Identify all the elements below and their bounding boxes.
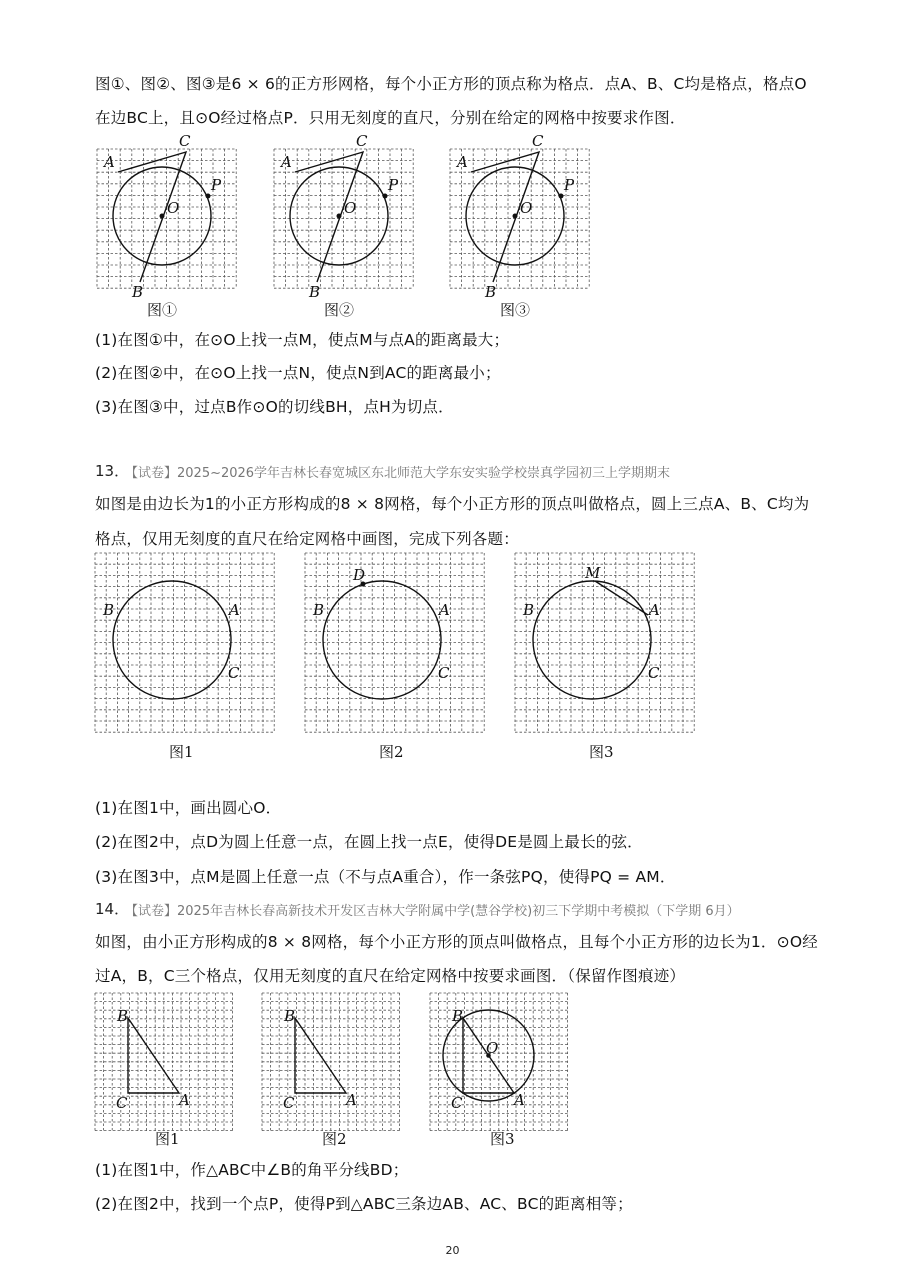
label-m: M	[585, 564, 601, 582]
label-o: O	[344, 199, 357, 217]
label-a: A	[281, 153, 292, 171]
label-b: B	[132, 283, 144, 301]
grid	[95, 553, 274, 732]
label-a: A	[104, 153, 115, 171]
q12-stem-line1: 图①、图②、图③是6 × 6的正方形网格，每个小正方形的顶点称为格点．点A、B、C均是格点，格点O	[95, 75, 807, 93]
label-c: C	[648, 664, 660, 682]
caption: 图②	[324, 301, 355, 319]
q13-stem-line1: 如图是由边长为1的小正方形构成的8 × 8网格，每个小正方形的顶点叫做格点，圆上三点A、B、C均为	[95, 495, 810, 513]
q14-item-2: (2)在图2中，找到一个点P，使得P到△ABC三条边AB、AC、BC的距离相等；	[95, 1195, 633, 1213]
label-o: O	[486, 1039, 499, 1057]
q13-figure-1	[95, 553, 275, 768]
q12-figure-2	[272, 132, 422, 325]
grid	[515, 553, 694, 732]
q13-number: 13．	[95, 462, 130, 480]
triangle-abc	[295, 1018, 346, 1093]
point-o	[513, 214, 518, 219]
label-c: C	[451, 1094, 463, 1112]
q13-source: 【试卷】2025~2026学年吉林长春宽城区东北师范大学东安实验学校崇真学园初三上学期期末	[125, 466, 671, 481]
label-d: D	[353, 566, 366, 584]
grid	[305, 553, 484, 732]
point-o	[160, 214, 165, 219]
label-c: C	[532, 132, 544, 150]
caption: 图①	[147, 301, 178, 319]
q12-item-3: (3)在图③中，过点B作⊙O的切线BH，点H为切点．	[95, 398, 454, 416]
label-p: P	[211, 176, 222, 194]
label-a: A	[346, 1091, 357, 1109]
q13-item-3: (3)在图3中，点M是圆上任意一点（不与点A重合），作一条弦PQ，使得PQ = AM．	[95, 868, 676, 886]
caption: 图1	[169, 743, 194, 761]
label-c: C	[438, 664, 450, 682]
q12-figure-3	[448, 132, 598, 325]
page-number: 20	[445, 1244, 460, 1257]
q12-item-1: (1)在图①中，在⊙O上找一点M，使点M与点A的距离最大；	[95, 331, 510, 349]
label-c: C	[228, 664, 240, 682]
label-o: O	[167, 199, 180, 217]
circle	[323, 581, 441, 699]
label-a: A	[179, 1091, 190, 1109]
label-a: A	[649, 601, 660, 619]
label-b: B	[117, 1007, 129, 1025]
grid	[450, 149, 589, 288]
grid	[274, 149, 413, 288]
q13-figure-3	[515, 553, 695, 768]
circle	[113, 581, 231, 699]
q12-figure-1	[95, 132, 245, 325]
label-b: B	[313, 601, 325, 619]
point-p	[559, 194, 564, 199]
label-b: B	[452, 1007, 464, 1025]
point-p	[206, 194, 211, 199]
label-b: B	[103, 601, 115, 619]
point-p	[383, 194, 388, 199]
q13-item-2: (2)在图2中，点D为圆上任意一点，在圆上找一点E，使得DE是圆上最长的弦．	[95, 833, 643, 851]
label-a: A	[514, 1091, 525, 1109]
q14-number: 14．	[95, 900, 130, 918]
q14-source: 【试卷】2025年吉林长春高新技术开发区吉林大学附属中学(慧谷学校)初三下学期中考模拟（下学期 6月）	[125, 904, 740, 919]
label-b: B	[309, 283, 321, 301]
q12-item-2: (2)在图②中，在⊙O上找一点N，使点N到AC的距离最小；	[95, 364, 501, 382]
q12-stem-line2: 在边BC上，且⊙O经过格点P．只用无刻度的直尺，分别在给定的网格中按要求作图．	[95, 109, 686, 127]
label-o: O	[520, 199, 533, 217]
caption: 图1	[155, 1130, 180, 1148]
caption: 图2	[379, 743, 404, 761]
label-b: B	[485, 283, 497, 301]
q14-figure-2	[262, 993, 402, 1153]
q13-item-1: (1)在图1中，画出圆心O．	[95, 799, 282, 817]
caption: 图③	[500, 301, 531, 319]
label-c: C	[116, 1094, 128, 1112]
label-p: P	[388, 176, 399, 194]
grid	[97, 149, 236, 288]
label-c: C	[179, 132, 191, 150]
q14-item-1: (1)在图1中，作△ABC中∠B的角平分线BD；	[95, 1161, 409, 1179]
label-c: C	[356, 132, 368, 150]
point-o	[337, 214, 342, 219]
label-a: A	[229, 601, 240, 619]
q14-figure-1	[95, 993, 235, 1153]
circle	[533, 581, 651, 699]
label-a: A	[457, 153, 468, 171]
label-b: B	[523, 601, 535, 619]
q14-stem-line2: 过A，B，C三个格点，仅用无刻度的直尺在给定网格中按要求画图．（保留作图痕迹）	[95, 967, 686, 985]
label-c: C	[283, 1094, 295, 1112]
triangle-abc	[128, 1018, 179, 1093]
q13-stem-line2: 格点，仅用无刻度的直尺在给定网格中画图，完成下列各题：	[95, 530, 519, 548]
q13-figure-2	[305, 553, 485, 768]
label-a: A	[439, 601, 450, 619]
caption: 图3	[490, 1130, 515, 1148]
caption: 图2	[322, 1130, 347, 1148]
label-b: B	[284, 1007, 296, 1025]
q14-stem-line1: 如图，由小正方形构成的8 × 8网格，每个小正方形的顶点叫做格点，且每个小正方形的边长为1．⊙O经	[95, 933, 818, 951]
label-p: P	[564, 176, 575, 194]
caption: 图3	[589, 743, 614, 761]
q14-figure-3	[430, 993, 570, 1153]
